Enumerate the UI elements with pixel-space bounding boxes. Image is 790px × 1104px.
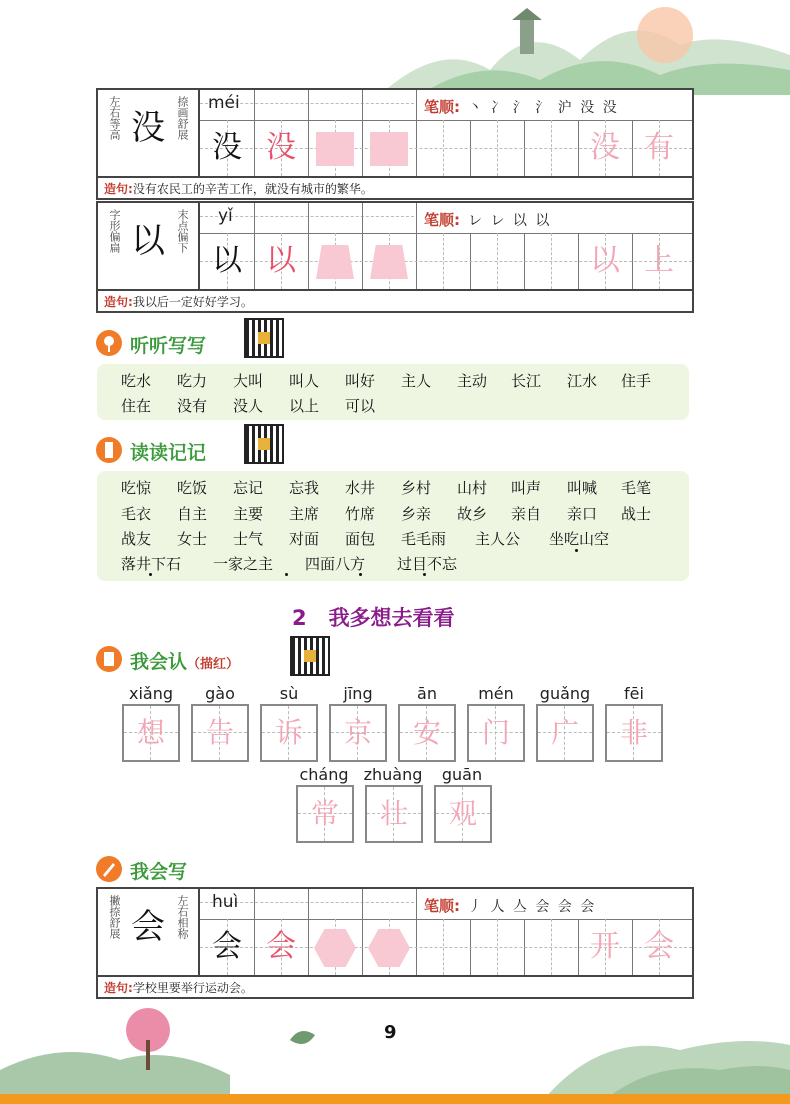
right-note: 捺画舒展 [176, 96, 189, 140]
section-title-read-remember: 读读记记 [130, 442, 207, 464]
char-info-column [98, 90, 200, 176]
char-pinyin: gào [205, 684, 235, 703]
list-item: 江水 [567, 372, 598, 390]
main-char: 没 [131, 108, 165, 148]
list-item: 水井 [345, 479, 376, 497]
writing-block-mei [96, 88, 694, 200]
trace-card [434, 785, 492, 843]
list-item: 坐吃山空 [549, 530, 610, 548]
practice-grid [200, 889, 692, 977]
list-item: 毛毛雨 [401, 530, 447, 548]
list-item: 忘我 [289, 479, 320, 497]
qr-code-icon[interactable] [244, 424, 284, 464]
list-item: 故乡 [457, 505, 488, 523]
writing-block-yi [96, 201, 694, 313]
list-item: 叫喊 [567, 479, 598, 497]
sentence-text: 没有农民工的辛苦工作，就没有城市的繁华。 [132, 182, 373, 196]
trace-char: 广 [550, 716, 579, 749]
sentence-text: 学校里要举行运动会。 [132, 981, 253, 995]
list-item: 落井下石 [121, 555, 182, 573]
practice-char-model: 以 [212, 243, 242, 278]
word-char-1: 开 [590, 929, 620, 964]
char-info-column [98, 203, 200, 289]
trace-card [329, 704, 387, 762]
list-item: 一家之主 [213, 555, 274, 573]
list-item: 可以 [345, 397, 376, 415]
practice-char-trace: 会 [266, 929, 296, 964]
list-item: 四面八方 [305, 555, 366, 573]
char-pinyin: ān [417, 684, 437, 703]
mountain-landscape-top [380, 0, 790, 95]
left-note: 撇捺舒展 [108, 895, 121, 939]
word-char-1: 以 [590, 243, 620, 278]
stroke-order-sequence: 丶 冫 氵 氵 沪 没 没 [468, 100, 619, 116]
list-item: 毛笔 [621, 479, 652, 497]
char-pinyin: sù [279, 684, 299, 703]
pinyin: méi [208, 93, 240, 113]
lesson-title [292, 602, 455, 632]
sentence-row [98, 975, 692, 997]
trace-card [191, 704, 249, 762]
stroke-order-label: 笔顺: [424, 211, 460, 229]
stroke-order-label: 笔顺: [424, 897, 460, 915]
trace-char: 常 [310, 797, 339, 830]
trace-shape [368, 929, 410, 967]
pinyin: yǐ [218, 206, 233, 226]
list-item: 自主 [177, 505, 208, 523]
trace-card [122, 704, 180, 762]
sentence-text: 我以后一定好好学习。 [132, 295, 253, 309]
list-item: 吃饭 [177, 479, 208, 497]
list-item: 没人 [233, 397, 264, 415]
write-icon [96, 856, 122, 882]
practice-char-trace: 以 [266, 243, 296, 278]
char-pinyin: guǎng [539, 684, 591, 703]
list-item: 以上 [289, 397, 320, 415]
list-item: 主人公 [475, 530, 521, 548]
sentence-label: 造句: [104, 182, 133, 196]
list-item: 竹席 [345, 505, 376, 523]
trace-char: 非 [619, 716, 648, 749]
trace-card [467, 704, 525, 762]
trace-char: 想 [136, 716, 165, 749]
char-pinyin: mén [478, 684, 514, 703]
trace-card [605, 704, 663, 762]
list-item: 叫好 [345, 372, 376, 390]
trace-card [398, 704, 456, 762]
trace-shape [316, 132, 354, 166]
emphasis-dot [285, 573, 288, 576]
trace-char: 观 [448, 797, 477, 830]
main-char: 会 [131, 907, 165, 947]
char-pinyin: cháng [299, 765, 349, 784]
list-item: 毛衣 [121, 505, 152, 523]
list-item: 战士 [621, 505, 652, 523]
listen-icon [96, 330, 122, 356]
trace-shape [316, 245, 354, 279]
sentence-row [98, 289, 692, 311]
section-title-listen-write: 听听写写 [130, 335, 207, 357]
trace-char: 壮 [379, 797, 408, 830]
list-item: 住在 [121, 397, 152, 415]
sentence-row [98, 176, 692, 198]
trace-note: （描红） [187, 657, 240, 672]
list-item: 吃水 [121, 372, 152, 390]
practice-char-trace: 没 [266, 130, 296, 165]
right-note: 左右相称 [176, 895, 189, 939]
trace-card [365, 785, 423, 843]
section-title-recognize: 我会认（描红） [130, 651, 240, 673]
lesson-name: 我多想去看看 [328, 606, 455, 630]
trace-char: 京 [343, 716, 372, 749]
practice-char-model: 会 [212, 929, 242, 964]
word-char-2: 会 [644, 929, 674, 964]
trace-shape [370, 132, 408, 166]
sentence-label: 造句: [104, 981, 133, 995]
char-pinyin: fēi [624, 684, 644, 703]
practice-char-model: 没 [212, 130, 242, 165]
list-item: 主动 [457, 372, 488, 390]
list-item: 没有 [177, 397, 208, 415]
list-item: 过目不忘 [397, 555, 458, 573]
char-info-column [98, 889, 200, 975]
pinyin: huì [212, 892, 239, 912]
emphasis-dot [359, 573, 362, 576]
list-item: 士气 [233, 530, 264, 548]
list-item: 叫声 [511, 479, 542, 497]
recognize-icon [96, 646, 122, 672]
left-note: 左右等高 [108, 96, 121, 140]
trace-char: 安 [412, 716, 441, 749]
stroke-order-sequence: 丿 人 亼 会 会 会 [468, 899, 597, 915]
list-item: 乡村 [401, 479, 432, 497]
list-item: 亲口 [567, 505, 598, 523]
trace-shape [314, 929, 356, 967]
list-item: 主人 [401, 372, 432, 390]
emphasis-dot [149, 573, 152, 576]
list-item: 忘记 [233, 479, 264, 497]
writing-block-hui [96, 887, 694, 999]
read-icon [96, 437, 122, 463]
qr-code-icon[interactable] [244, 318, 284, 358]
list-item: 吃惊 [121, 479, 152, 497]
list-item: 住手 [621, 372, 652, 390]
list-item: 吃力 [177, 372, 208, 390]
trace-card [260, 704, 318, 762]
word-char-2: 上 [644, 243, 674, 278]
list-item: 主席 [289, 505, 320, 523]
trace-char: 门 [481, 716, 510, 749]
main-char: 以 [131, 221, 165, 261]
lesson-number: 2 [292, 606, 307, 630]
list-item: 大叫 [233, 372, 264, 390]
listen-write-word-box [97, 364, 689, 420]
list-item: 女士 [177, 530, 208, 548]
trace-shape [370, 245, 408, 279]
list-item: 战友 [121, 530, 152, 548]
char-pinyin: xiǎng [128, 684, 173, 703]
trace-card [296, 785, 354, 843]
landscape-bottom [0, 1000, 790, 1104]
qr-code-icon[interactable] [290, 636, 330, 676]
char-pinyin: guān [441, 765, 483, 784]
trace-card [536, 704, 594, 762]
trace-char: 诉 [274, 716, 303, 749]
list-item: 山村 [457, 479, 488, 497]
right-note: 末点偏下 [176, 209, 189, 253]
stroke-order-label: 笔顺: [424, 98, 460, 116]
list-item: 叫人 [289, 372, 320, 390]
list-item: 亲自 [511, 505, 542, 523]
left-note: 字形偏扁 [108, 209, 121, 253]
list-item: 主要 [233, 505, 264, 523]
list-item: 面包 [345, 530, 376, 548]
word-char-2: 有 [644, 130, 674, 165]
list-item: 长江 [511, 372, 542, 390]
list-item: 乡亲 [401, 505, 432, 523]
emphasis-dot [423, 573, 426, 576]
emphasis-dot [575, 549, 578, 552]
section-title-write: 我会写 [130, 861, 188, 883]
char-pinyin: jīng [343, 684, 373, 703]
word-char-1: 没 [590, 130, 620, 165]
sentence-label: 造句: [104, 295, 133, 309]
practice-grid [200, 90, 692, 178]
practice-grid [200, 203, 692, 291]
trace-char: 告 [205, 716, 234, 749]
list-item: 对面 [289, 530, 320, 548]
page-number: 9 [384, 1022, 397, 1043]
char-pinyin: zhuàng [363, 765, 423, 784]
read-remember-word-box [97, 471, 689, 581]
stroke-order-sequence: レ レ 以 以 [468, 213, 552, 229]
